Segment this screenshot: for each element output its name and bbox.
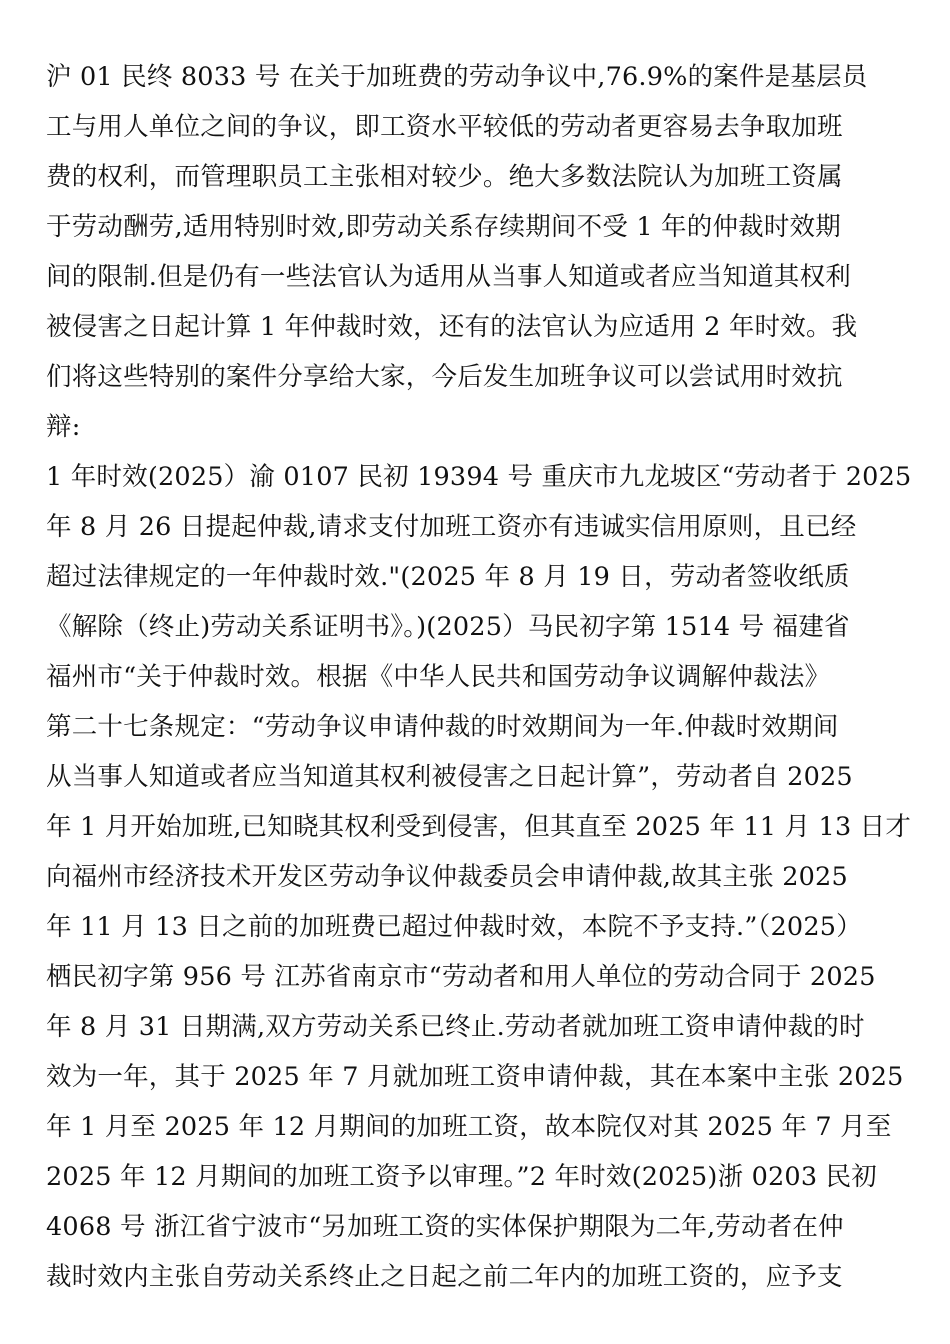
text-line: 们将这些特别的案件分享给大家，今后发生加班争议可以尝试用时效抗 (46, 362, 843, 392)
text-line: 年 11 月 13 日之前的加班费已超过仲裁时效，本院不予支持.”（2025） (46, 912, 862, 942)
text-line: 从当事人知道或者应当知道其权利被侵害之日起计算”，劳动者自 2025 (46, 762, 853, 792)
text-line: 沪 01 民终 8033 号 在关于加班费的劳动争议中,76.9%的案件是基层员 (46, 62, 868, 92)
text-line: 年 1 月至 2025 年 12 月期间的加班工资，故本院仅对其 2025 年 7 月至 (46, 1112, 892, 1142)
body-text (46, 52, 916, 1302)
text-line: 超过法律规定的一年仲裁时效."(2025 年 8 月 19 日，劳动者签收纸质 (46, 562, 850, 592)
text-line: 福州市“关于仲裁时效。根据《中华人民共和国劳动争议调解仲裁法》 (46, 662, 831, 692)
text-line: 《解除（终止)劳动关系证明书》。)(2025）马民初字第 1514 号 福建省 (46, 612, 850, 642)
text-line: 年 8 月 31 日期满,双方劳动关系已终止.劳动者就加班工资申请仲裁的时 (46, 1012, 865, 1042)
text-line: 辩: (46, 412, 81, 442)
text-line: 2025 年 12 月期间的加班工资予以审理。”2 年时效(2025)浙 0203 民初 (46, 1162, 877, 1192)
text-line: 裁时效内主张自劳动关系终止之日起之前二年内的加班工资的，应予支 (46, 1262, 843, 1292)
text-line: 效为一年，其于 2025 年 7 月就加班工资申请仲裁，其在本案中主张 2025 (46, 1062, 904, 1092)
text-line: 被侵害之日起计算 1 年仲裁时效，还有的法官认为应适用 2 年时效。我 (46, 312, 858, 342)
text-line: 工与用人单位之间的争议，即工资水平较低的劳动者更容易去争取加班 (46, 112, 843, 142)
text-line: 栖民初字第 956 号 江苏省南京市“劳动者和用人单位的劳动合同于 2025 (46, 962, 876, 992)
text-line: 间的限制.但是仍有一些法官认为适用从当事人知道或者应当知道其权利 (46, 262, 852, 292)
text-line: 向福州市经济技术开发区劳动争议仲裁委员会申请仲裁,故其主张 2025 (46, 862, 848, 892)
text-line: 年 1 月开始加班,已知晓其权利受到侵害，但其直至 2025 年 11 月 13 日才 (46, 812, 912, 842)
text-line: 4068 号 浙江省宁波市“另加班工资的实体保护期限为二年,劳动者在仲 (46, 1212, 844, 1242)
text-line: 于劳动酬劳,适用特别时效,即劳动关系存续期间不受 1 年的仲裁时效期 (46, 212, 841, 242)
text-line: 费的权利，而管理职员工主张相对较少。绝大多数法院认为加班工资属 (46, 162, 843, 192)
text-line: 第二十七条规定：“劳动争议申请仲裁的时效期间为一年.仲裁时效期间 (46, 712, 839, 742)
text-line: 1 年时效(2025）渝 0107 民初 19394 号 重庆市九龙坡区“劳动者于 2025 (46, 462, 912, 492)
text-line: 年 8 月 26 日提起仲裁,请求支付加班工资亦有违诚实信用原则，且已经 (46, 512, 857, 542)
